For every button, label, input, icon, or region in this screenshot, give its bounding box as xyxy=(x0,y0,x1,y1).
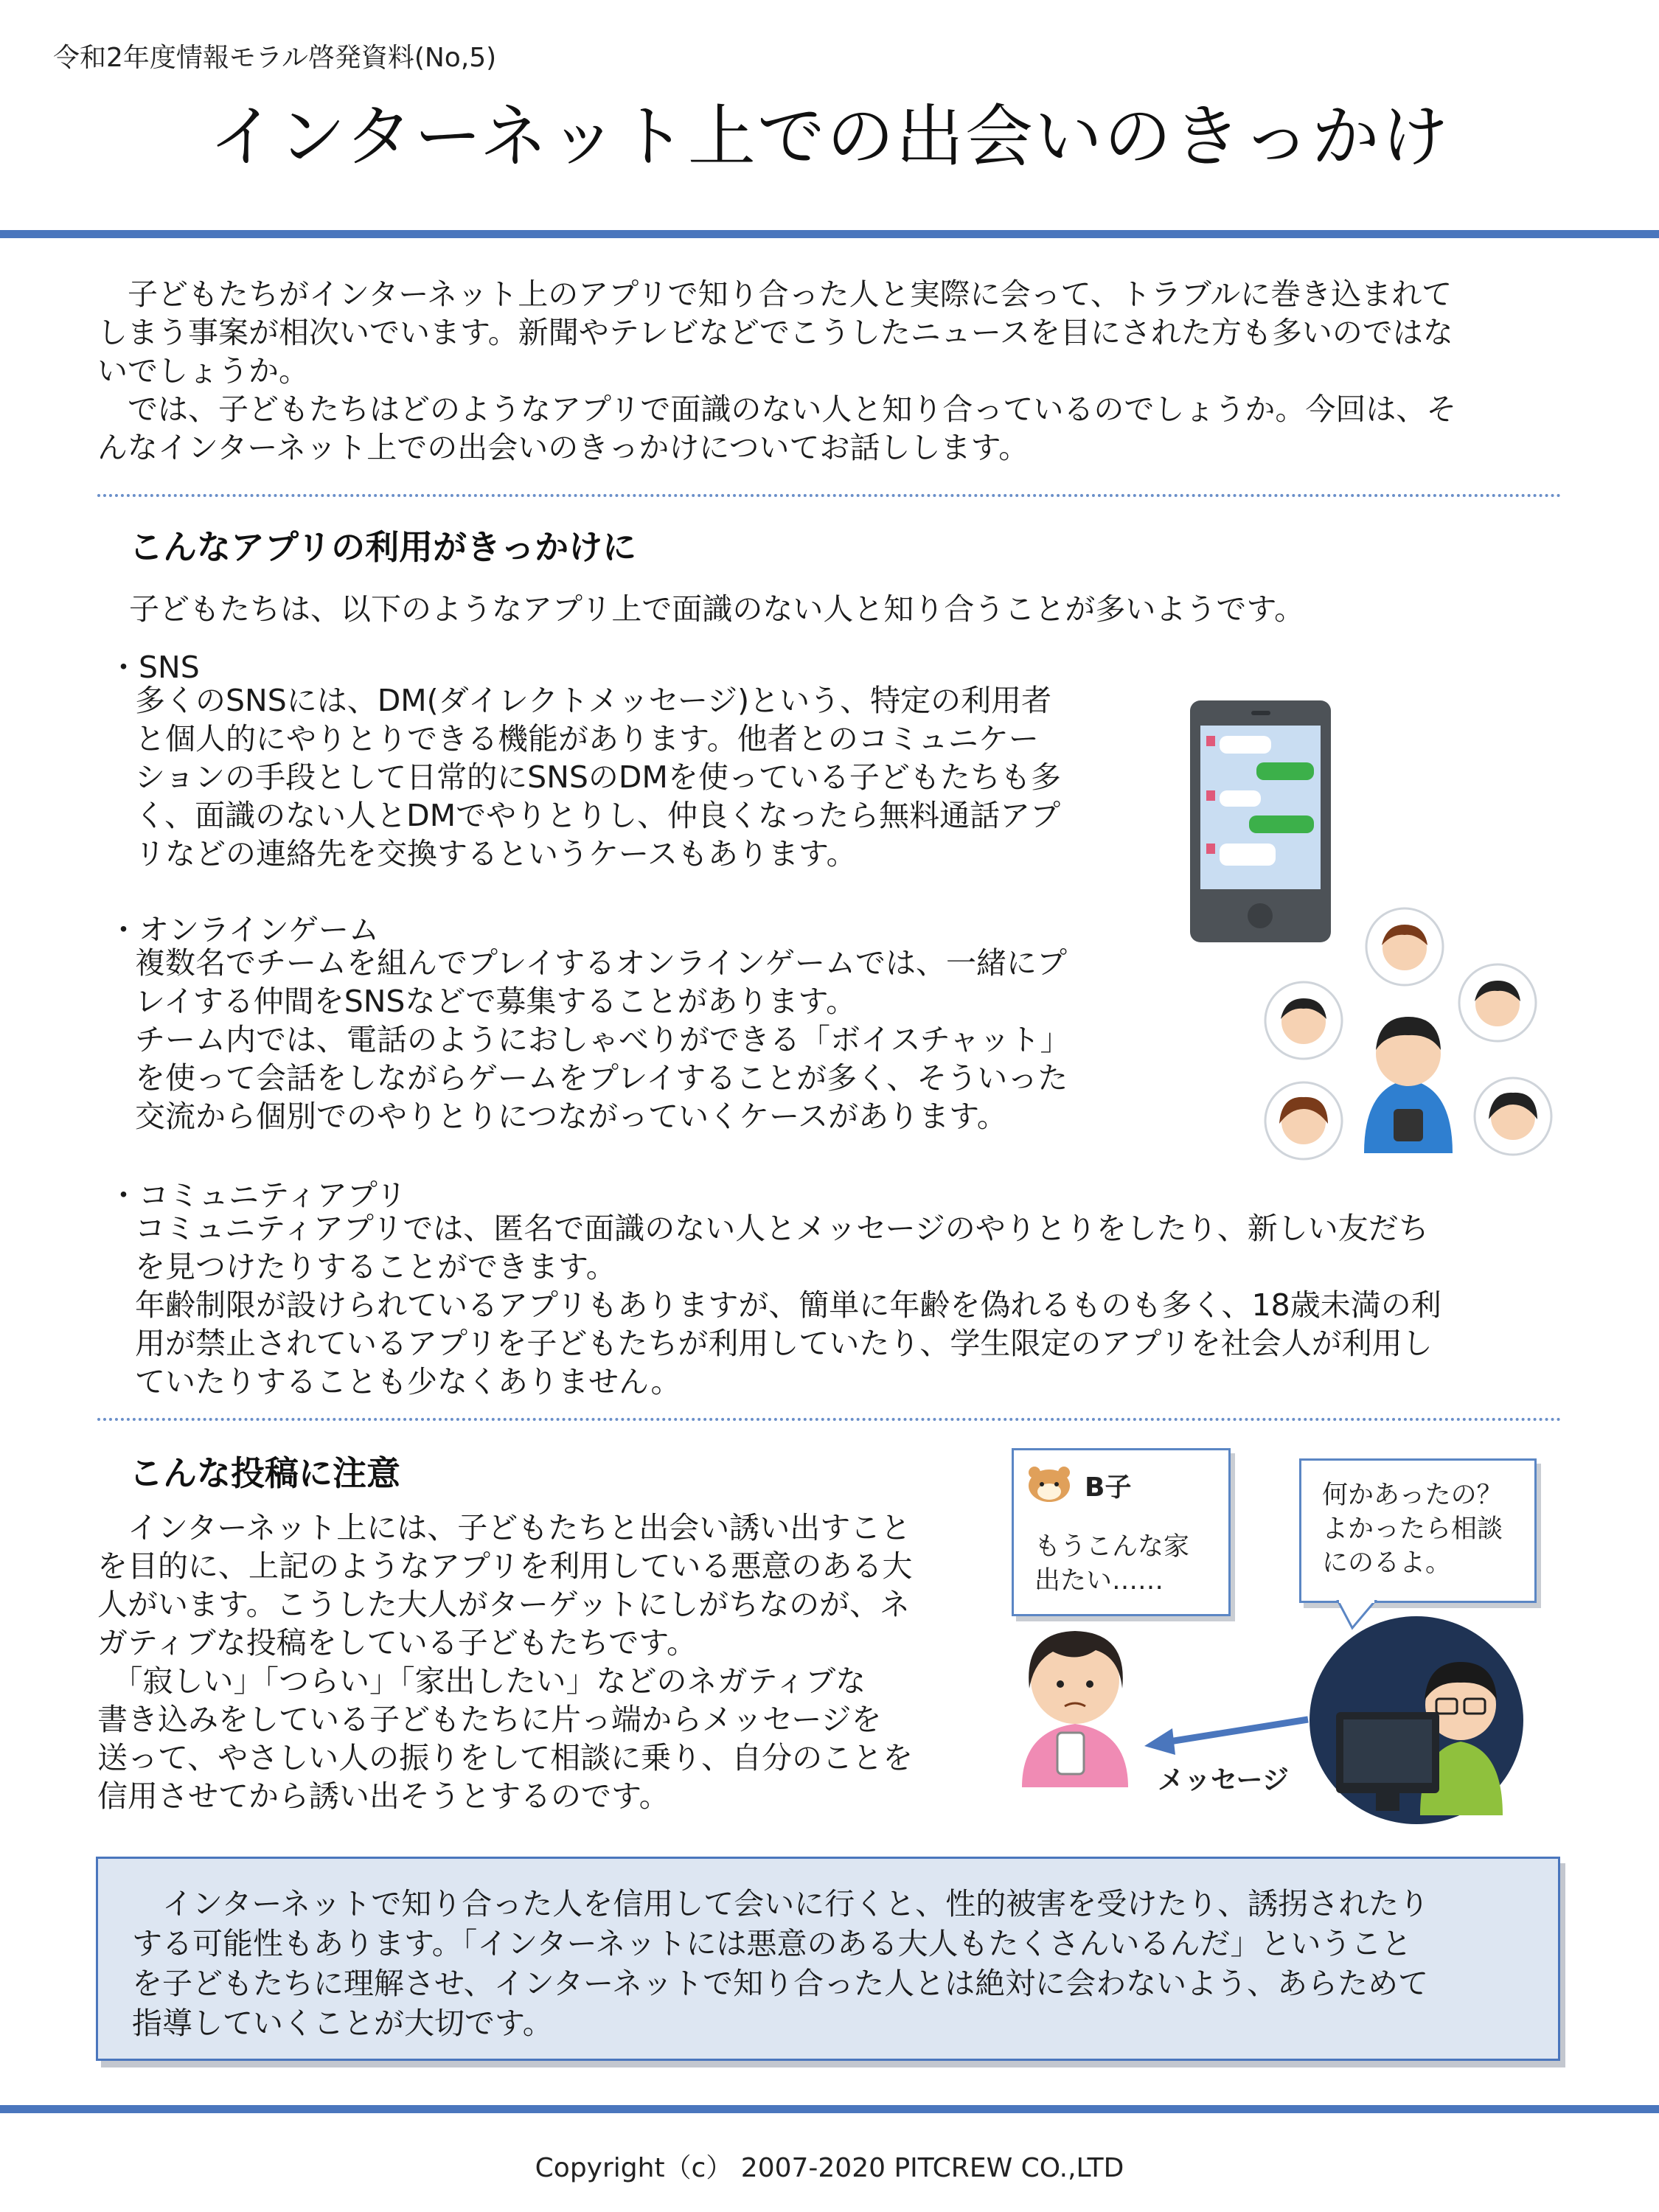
note-line: する可能性もあります。「インターネットには悪意のある大人もたくさんいるんだ」ということ xyxy=(132,1926,1412,1961)
bullet-game-body xyxy=(135,944,1182,1135)
section-divider xyxy=(97,1418,1562,1421)
game-line: 複数名でチームを組んでプレイするオンラインゲームでは、一緒にプ xyxy=(135,945,1068,981)
post-card xyxy=(1012,1448,1231,1616)
reply-text-line: よかったら相談 xyxy=(1322,1514,1503,1544)
section2-line: を目的に、上記のようなアプリを利用している悪意のある大 xyxy=(97,1548,913,1584)
reply-bubble xyxy=(1299,1458,1537,1603)
message-arrow xyxy=(1140,1712,1311,1755)
community-line: を見つけたりすることができます。 xyxy=(135,1249,616,1284)
sns-line: く、面識のない人とDMでやりとりし、仲良くなったら無料通話アプ xyxy=(135,798,1061,833)
people-network-illustration xyxy=(1253,902,1556,1180)
series-label: 令和2年度情報モラル啓発資料(No,5) xyxy=(53,43,497,73)
intro-line: 子どもたちがインターネット上のアプリで知り合った人と実際に会って、トラブルに巻き込まれて xyxy=(97,276,1453,312)
sns-line: リなどの連絡先を交換するというケースもあります。 xyxy=(135,836,857,872)
note-line: インターネットで知り合った人を信用して会いに行くと、性的被害を受けたり、誘拐されたり xyxy=(132,1886,1430,1921)
bullet-community-title: ・コミュニティアプリ xyxy=(108,1178,407,1213)
game-line: チーム内では、電話のようにおしゃべりができる「ボイスチャット」 xyxy=(135,1022,1071,1057)
section2-line: インターネット上には、子どもたちと出会い誘い出すこと xyxy=(97,1510,911,1545)
girl-with-phone-illustration xyxy=(1009,1606,1141,1787)
advice-note-box xyxy=(96,1857,1560,2061)
section2-line: 送って、やさしい人の振りをして相談に乗り、自分のことを xyxy=(97,1740,914,1775)
bullet-game-title: ・オンラインゲーム xyxy=(108,912,379,947)
note-line: 指導していくことが大切です。 xyxy=(132,2006,553,2041)
bullet-sns-title: ・SNS xyxy=(108,650,200,685)
section2-line: 「寂しい」「つらい」「家出したい」などのネガティブな xyxy=(97,1663,866,1699)
section-divider xyxy=(97,494,1562,497)
reply-text-line: にのるよ。 xyxy=(1322,1548,1452,1578)
section2-line: 書き込みをしている子どもたちに片っ端からメッセージを xyxy=(97,1702,882,1737)
community-line: コミュニティアプリでは、匿名で面識のない人とメッセージのやりとりをしたり、新しい友だち xyxy=(135,1211,1429,1246)
man-at-computer-illustration xyxy=(1310,1616,1523,1824)
section-heading-apps: こんなアプリの利用がきっかけに xyxy=(129,527,637,567)
game-line: を使って会話をしながらゲームをプレイすることが多く、そういった xyxy=(135,1060,1068,1096)
intro-line: いでしょうか。 xyxy=(97,353,309,389)
copyright-footer: Copyright（c） 2007-2020 PITCREW CO.,LTD xyxy=(535,2153,1124,2183)
section2-line: 信用させてから誘い出そうとするのです。 xyxy=(97,1778,669,1814)
message-arrow-label: メッセージ xyxy=(1158,1765,1289,1795)
sns-line: と個人的にやりとりできる機能があります。他者とのコミュニケー xyxy=(135,721,1039,757)
hamster-avatar-icon xyxy=(1026,1461,1073,1503)
section-lead: 子どもたちは、以下のようなアプリ上で面識のない人と知り合うことが多いようです。 xyxy=(129,591,1305,627)
page-title: インターネット上での出会いのきっかけ xyxy=(209,97,1450,176)
community-line: ていたりすることも少なくありません。 xyxy=(135,1364,681,1399)
post-text xyxy=(1034,1530,1189,1598)
section-heading-posts: こんな投稿に注意 xyxy=(129,1453,400,1493)
sns-line: 多くのSNSには、DM(ダイレクトメッセージ)という、特定の利用者 xyxy=(135,683,1052,718)
intro-line: しまう事案が相次いでいます。新聞やテレビなどでこうしたニュースを目にされた方も多いのではな xyxy=(97,315,1453,350)
bullet-sns-body xyxy=(135,681,1182,873)
reply-text xyxy=(1322,1478,1503,1580)
sns-line: ションの手段として日常的にSNSのDMを使っている子どもたちも多 xyxy=(135,759,1061,795)
footer-rule xyxy=(0,2105,1659,2113)
community-line: 年齢制限が設けられているアプリもありますが、簡単に年齢を偽れるものも多く、18歳未満の利 xyxy=(135,1287,1441,1323)
intro-line: では、子どもたちはどのようなアプリで面識のない人と知り合っているのでしょうか。今回は、そ xyxy=(97,392,1457,427)
note-line: を子どもたちに理解させ、インターネットで知り合った人とは絶対に会わないよう、あらためて xyxy=(132,1966,1429,2001)
header-rule xyxy=(0,230,1659,238)
post-text-line: 出たい…… xyxy=(1034,1566,1164,1596)
post-text-line: もうこんな家 xyxy=(1034,1532,1190,1562)
post-username: B子 xyxy=(1085,1472,1132,1503)
section2-line: 人がいます。こうした大人がターゲットにしがちなのが、ネ xyxy=(97,1587,911,1622)
game-line: 交流から個別でのやりとりにつながっていくケースがあります。 xyxy=(135,1099,1007,1134)
section2-line: ガティブな投稿をしている子どもたちです。 xyxy=(97,1625,698,1660)
reply-text-line: 何かあったの？ xyxy=(1322,1481,1503,1510)
intro-line: んなインターネット上での出会いのきっかけについてお話しします。 xyxy=(97,430,1029,465)
game-line: レイする仲間をSNSなどで募集することがあります。 xyxy=(135,984,857,1019)
bullet-community-body xyxy=(135,1209,1580,1401)
section2-paragraph xyxy=(97,1509,990,1815)
community-line: 用が禁止されているアプリを子どもたちが利用していたり、学生限定のアプリを社会人が利用し xyxy=(135,1326,1433,1361)
intro-paragraph xyxy=(97,275,1572,467)
